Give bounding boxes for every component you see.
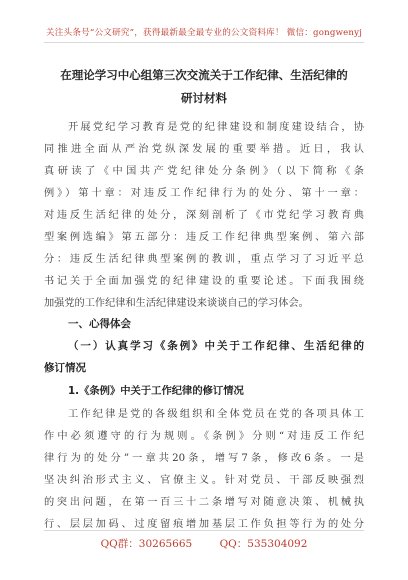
body-line: 坚决纠治形式主义、官僚主义。针对党员、干部反映强烈 [44, 475, 364, 486]
body-line: 律行为的处分”一章共20条，增写7条，修改6条。一是 [44, 453, 364, 464]
header-divider [44, 42, 364, 43]
footer-qq-group: QQ群：30265665 [100, 538, 193, 550]
intro-line: 例》）第十章：对违反工作纪律行为的处分、第十一章： [44, 188, 364, 199]
footer-qq: QQ：535304092 [219, 538, 308, 550]
section-heading: 一、心得体会 [68, 318, 131, 330]
intro-line: 开展党纪学习教育是党的纪律建设和制度建设结合，协 [68, 122, 364, 133]
intro-line: 真研读了《中国共产党纪律处分条例》（以下简称《条 [44, 166, 364, 177]
item-heading: 1.《条例》中关于工作纪律的修订情况 [68, 385, 244, 397]
intro-line: 加强党的工作纪律和生活纪律建设来谈谈自己的学习体会。 [44, 298, 309, 309]
intro-line: 型案例选编》第五部分：违反工作纪律典型案例、第六部 [44, 232, 364, 243]
header-note: 关注头条号“公文研究”，获得最新最全最专业的公文资料库！ 微信：gongwenyj [45, 28, 363, 38]
body-line: 作中必须遵守的行为规则。《条例》分则“对违反工作纪 [44, 431, 364, 442]
intro-line: 分：违反生活纪律典型案例的教训，重点学习了习近平总 [44, 254, 364, 265]
intro-line: 书记关于全面加强党的纪律建设的重要论述。下面我围绕 [44, 276, 364, 287]
body-line: 的突出问题，在第一百三十二条增写对随意决策、机械执 [44, 497, 364, 508]
intro-line: 同推进全面从严治党纵深发展的重要举措。近日，我认 [44, 144, 364, 155]
footer-divider [44, 530, 364, 531]
subsection-heading-line-2: 修订情况 [44, 362, 86, 374]
intro-line: 对违反生活纪律的处分，深刻剖析了《市党纪学习教育典 [44, 210, 364, 221]
subsection-heading-line-1: （一）认真学习《条例》中关于工作纪律、生活纪律的 [68, 340, 364, 352]
document-title-line-1: 在理论学习中心组第三次交流关于工作纪律、生活纪律的 [60, 68, 348, 82]
body-line: 工作纪律是党的各级组织和全体党员在党的各项具体工 [68, 409, 364, 420]
footer [0, 536, 408, 551]
body-line: 行、层层加码、过度留痕增加基层工作负担等行为的处分 [44, 519, 364, 530]
document-title-line-2: 研讨材料 [181, 91, 227, 105]
